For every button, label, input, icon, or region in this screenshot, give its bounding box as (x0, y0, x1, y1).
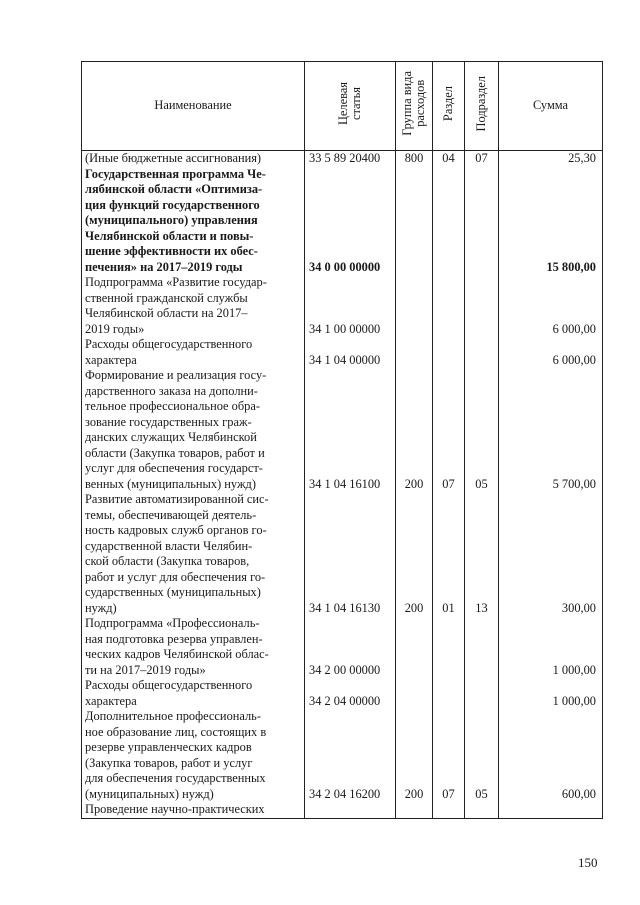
header-code: Целевая статья (305, 62, 396, 151)
cell-subsection: 07 (465, 151, 499, 167)
name-line: ской области (Закупка товаров, (85, 554, 250, 568)
table-row (82, 616, 603, 678)
name-line: Челябинской области на 2017– (85, 306, 248, 320)
name-line: ческих кадров Челябинской облас- (85, 647, 269, 661)
table-row (82, 678, 603, 709)
name-line: услуг для обеспечения государст- (85, 461, 263, 475)
name-line: (Закупка товаров, работ и услуг (85, 755, 253, 770)
name-line: Подпрограмма «Развитие государ- (85, 275, 267, 289)
name-line: данских служащих Челябинской (85, 430, 257, 444)
header-group: Группа вида расходов (396, 62, 433, 151)
cell-name (82, 167, 305, 276)
cell-subsection: 05 (465, 709, 499, 802)
cell-amount: 1 000,00 (499, 616, 603, 678)
name-line: ное образование лиц, состоящих в (85, 724, 267, 739)
page-number: 150 (578, 855, 598, 870)
cell-amount (499, 802, 603, 818)
cell-amount: 1 000,00 (499, 678, 603, 709)
table-row (82, 337, 603, 368)
name-line: характера (85, 352, 137, 367)
name-line: сударственных (муниципальных) (85, 585, 261, 599)
name-line: (муниципальных) нужд) (85, 786, 214, 801)
name-line: лябинской области «Оптимиза- (85, 182, 263, 196)
cell-section (433, 802, 465, 818)
cell-name (82, 492, 305, 616)
cell-section (433, 678, 465, 709)
name-line: работ и услуг для обеспечения го- (85, 569, 266, 584)
name-line: Расходы общегосударственного (85, 678, 253, 692)
cell-name (82, 337, 305, 368)
cell-code: 34 1 00 00000 (305, 275, 396, 337)
cell-code: 34 1 04 16130 (305, 492, 396, 616)
name-line: дарственного заказа на дополни- (85, 383, 258, 398)
cell-group: 800 (396, 151, 433, 167)
cell-code (305, 802, 396, 818)
cell-amount: 25,30 (499, 151, 603, 167)
cell-group (396, 337, 433, 368)
cell-name (82, 709, 305, 802)
cell-name (82, 616, 305, 678)
header-name: Наименование (82, 62, 305, 151)
cell-group: 200 (396, 709, 433, 802)
cell-subsection: 13 (465, 492, 499, 616)
name-line: тельное профессиональное обра- (85, 399, 260, 413)
cell-section: 07 (433, 709, 465, 802)
name-line: Дополнительное профессиональ- (85, 709, 261, 723)
cell-group (396, 167, 433, 276)
name-line: ция функций государственного (85, 197, 260, 212)
cell-section (433, 275, 465, 337)
cell-subsection: 05 (465, 368, 499, 492)
cell-amount: 6 000,00 (499, 275, 603, 337)
cell-section (433, 337, 465, 368)
table-row (82, 709, 603, 802)
cell-section (433, 616, 465, 678)
header-subsection: Подраздел (465, 62, 499, 151)
name-line: 2019 годы» (85, 321, 145, 336)
name-line: для обеспечения государственных (85, 771, 266, 785)
header-sum: Сумма (499, 62, 603, 151)
cell-group (396, 275, 433, 337)
budget-table (81, 61, 603, 819)
cell-section: 07 (433, 368, 465, 492)
cell-subsection (465, 616, 499, 678)
cell-subsection (465, 337, 499, 368)
cell-amount: 15 800,00 (499, 167, 603, 276)
name-line: Подпрограмма «Профессиональ- (85, 616, 260, 630)
table-row (82, 368, 603, 492)
cell-section: 04 (433, 151, 465, 167)
table-body (82, 151, 603, 819)
cell-group (396, 678, 433, 709)
cell-group (396, 802, 433, 818)
cell-group (396, 616, 433, 678)
name-line: зование государственных граж- (85, 414, 252, 429)
name-line: Развитие автоматизированной сис- (85, 492, 269, 506)
cell-code: 34 2 04 00000 (305, 678, 396, 709)
name-line: ность кадровых служб органов го- (85, 523, 267, 537)
table-row (82, 167, 603, 276)
name-line: Расходы общегосударственного (85, 337, 253, 351)
name-line: печения» на 2017–2019 годы (85, 259, 243, 274)
table-row (82, 492, 603, 616)
cell-section (433, 167, 465, 276)
name-line: характера (85, 693, 137, 708)
cell-code: 34 1 04 00000 (305, 337, 396, 368)
cell-code: 34 1 04 16100 (305, 368, 396, 492)
cell-amount: 600,00 (499, 709, 603, 802)
cell-subsection (465, 167, 499, 276)
table-row (82, 151, 603, 167)
table-row (82, 802, 603, 818)
cell-name (82, 151, 305, 167)
cell-code: 34 2 04 16200 (305, 709, 396, 802)
table-row (82, 275, 603, 337)
name-line: сударственной власти Челябин- (85, 538, 253, 553)
cell-name (82, 368, 305, 492)
name-line: Государственная программа Че- (85, 166, 266, 181)
name-line: темы, обеспечивающей деятель- (85, 507, 257, 522)
cell-name (82, 802, 305, 818)
cell-section: 01 (433, 492, 465, 616)
name-line: области (Закупка товаров, работ и (85, 445, 265, 460)
name-line: Челябинской области и повы- (85, 228, 254, 243)
cell-group: 200 (396, 492, 433, 616)
name-line: ственной гражданской службы (85, 290, 248, 305)
name-line: (муниципального) управления (85, 213, 258, 227)
name-line: резерве управленческих кадров (85, 740, 252, 754)
name-line: Формирование и реализация госу- (85, 368, 267, 382)
header-row (82, 62, 603, 151)
header-section: Раздел (433, 62, 465, 151)
cell-code: 34 0 00 00000 (305, 167, 396, 276)
name-line: нужд) (85, 600, 117, 615)
cell-group: 200 (396, 368, 433, 492)
name-line: ти на 2017–2019 годы» (85, 662, 206, 677)
cell-name (82, 678, 305, 709)
cell-subsection (465, 802, 499, 818)
name-line: ная подготовка резерва управлен- (85, 631, 263, 646)
cell-subsection (465, 275, 499, 337)
cell-name (82, 275, 305, 337)
name-line: шение эффективности их обес- (85, 244, 258, 258)
cell-amount: 300,00 (499, 492, 603, 616)
cell-amount: 6 000,00 (499, 337, 603, 368)
cell-code: 34 2 00 00000 (305, 616, 396, 678)
name-line: (Иные бюджетные ассигнования) (85, 151, 262, 165)
name-line: Проведение научно-практических (85, 802, 265, 816)
cell-amount: 5 700,00 (499, 368, 603, 492)
name-line: венных (муниципальных) нужд) (85, 476, 256, 491)
cell-code: 33 5 89 20400 (305, 151, 396, 167)
cell-subsection (465, 678, 499, 709)
